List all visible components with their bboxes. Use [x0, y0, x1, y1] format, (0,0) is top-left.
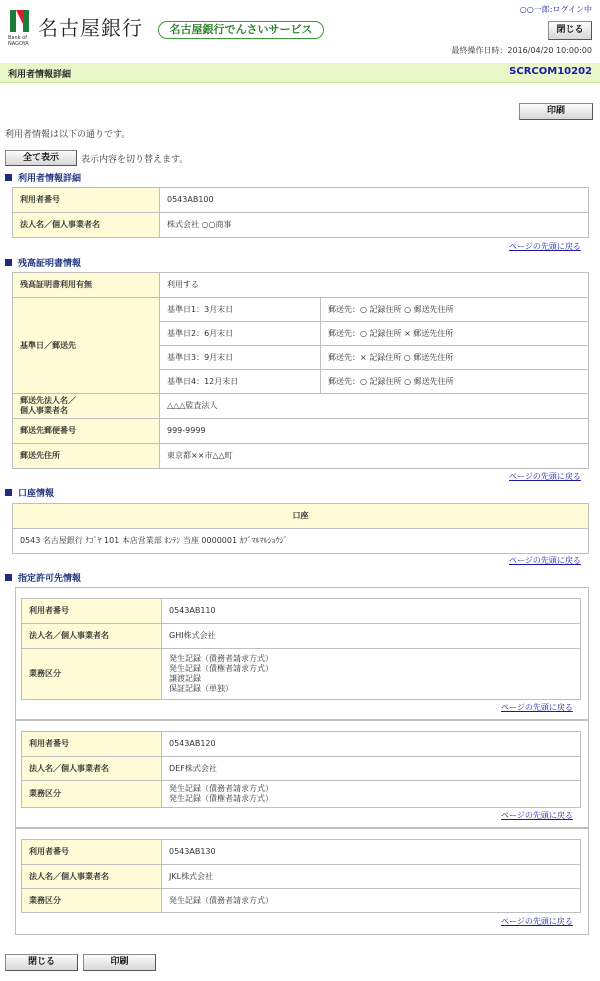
screen-code: SCRCOM10202: [509, 66, 592, 77]
row-value: 株式会社 ○○商事: [160, 213, 589, 238]
back-to-top-link[interactable]: ページの先頭に戻る: [501, 703, 573, 712]
table-row: [22, 757, 581, 781]
row-value: 東京都××市△△町: [160, 444, 589, 469]
back-to-top-link[interactable]: ページの先頭に戻る: [509, 556, 581, 565]
last-operation-time: 最終操作日時：2016/04/20 10:00:00: [451, 46, 592, 55]
page-title: 利用者情報詳細: [8, 70, 72, 80]
row-value: △△△監査法人: [160, 394, 589, 419]
row-label: 法人名／個人事業者名: [13, 213, 160, 238]
table-row: [22, 649, 581, 700]
table-row: [13, 394, 589, 419]
business-item: 発生記録（債権者請求方式）: [169, 664, 273, 673]
section-square-icon: [5, 174, 12, 181]
table-header-row: [13, 504, 589, 529]
account-value: 0543 名古屋銀行 ﾅｺﾞﾔ 101 本店営業部 ﾎﾝﾃﾝ 当座 0000001 ｶﾌﾞﾏﾙﾏﾙｼｮｳｼﾞ: [13, 529, 589, 554]
table-row: [22, 732, 581, 757]
print-button-top[interactable]: 印刷: [519, 103, 593, 120]
business-list: [162, 649, 581, 700]
row-value: 999-9999: [160, 419, 589, 444]
section-square-icon: [5, 259, 12, 266]
permitted-entry-table-1: [21, 598, 581, 700]
page-title-bar: [0, 63, 600, 83]
back-to-top-link[interactable]: ページの先頭に戻る: [501, 811, 573, 820]
business-item: 発生記録（債務者請求方式）: [169, 895, 273, 905]
section-heading-account: 口座情報: [5, 486, 54, 499]
business-list: [162, 889, 581, 913]
business-item: 保証記録（単独）: [169, 684, 233, 693]
business-item: 発生記録（債務者請求方式）: [169, 654, 273, 663]
section-square-icon: [5, 489, 12, 496]
user-detail-table: [12, 187, 589, 238]
row-label: 残高証明書利用有無: [13, 273, 160, 298]
row-label: 法人名／個人事業者名: [22, 757, 162, 781]
table-row: [22, 840, 581, 865]
mail-destination: 郵送先：○ 記録住所 ○ 郵送先住所: [321, 298, 589, 322]
row-label: 利用者番号: [22, 599, 162, 624]
row-label: 利用者番号: [13, 188, 160, 213]
section-heading-user-detail: 利用者情報詳細: [5, 171, 81, 184]
row-label: 郵送先法人名／ 個人事業者名: [13, 394, 160, 419]
row-label: 利用者番号: [22, 840, 162, 865]
table-row: [22, 781, 581, 808]
back-to-top-link[interactable]: ページの先頭に戻る: [509, 242, 581, 251]
table-row: [13, 444, 589, 469]
table-row: [13, 419, 589, 444]
bank-logo-icon: [10, 10, 30, 32]
account-table: [12, 503, 589, 554]
row-value: 0543AB130: [162, 840, 581, 865]
base-date: 基準日2：6月末日: [160, 322, 321, 346]
row-label: 郵送先郵便番号: [13, 419, 160, 444]
back-to-top-link[interactable]: ページの先頭に戻る: [509, 472, 581, 481]
section-heading-balance-cert: 残高証明書情報: [5, 256, 81, 269]
table-row: [13, 298, 589, 322]
row-value: 0543AB120: [162, 732, 581, 757]
row-value: 0543AB100: [160, 188, 589, 213]
row-label: 法人名／個人事業者名: [22, 624, 162, 649]
print-button-bottom[interactable]: 印刷: [83, 954, 156, 971]
table-row: [22, 889, 581, 913]
table-row: [22, 599, 581, 624]
table-row: [22, 865, 581, 889]
bank-name: 名古屋銀行: [38, 16, 143, 40]
balance-cert-table: [12, 272, 589, 469]
logo-subtext: Bank of NAGOYA: [8, 35, 29, 47]
permitted-entry-table-2: [21, 731, 581, 808]
table-row: [13, 529, 589, 554]
section-square-icon: [5, 574, 12, 581]
row-value: DEF株式会社: [162, 757, 581, 781]
base-date: 基準日4：12月末日: [160, 370, 321, 394]
permitted-entry-table-3: [21, 839, 581, 913]
business-item: 発生記録（債権者請求方式）: [169, 794, 273, 803]
mail-destination: 郵送先：○ 記録住所 × 郵送先住所: [321, 322, 589, 346]
row-value: 利用する: [160, 273, 589, 298]
service-name-badge: 名古屋銀行でんさいサービス: [158, 21, 324, 39]
table-row: [22, 624, 581, 649]
business-item: 譲渡記録: [169, 674, 201, 683]
back-to-top-link[interactable]: ページの先頭に戻る: [501, 917, 573, 926]
close-button-bottom[interactable]: 閉じる: [5, 954, 78, 971]
business-list: [162, 781, 581, 808]
base-date: 基準日1：3月末日: [160, 298, 321, 322]
row-label: 業務区分: [22, 889, 162, 913]
row-label: 法人名／個人事業者名: [22, 865, 162, 889]
show-all-note: 表示内容を切り替えます。: [81, 155, 189, 165]
mail-destination: 郵送先：○ 記録住所 ○ 郵送先住所: [321, 370, 589, 394]
row-label: 郵送先住所: [13, 444, 160, 469]
row-label: 業務区分: [22, 649, 162, 700]
row-label: 業務区分: [22, 781, 162, 808]
show-all-button[interactable]: 全て表示: [5, 150, 77, 166]
table-row: [13, 188, 589, 213]
table-row: [13, 213, 589, 238]
table-row: [13, 273, 589, 298]
business-item: 発生記録（債務者請求方式）: [169, 784, 273, 793]
user-login-status: ○○一郎:ログイン中: [519, 5, 592, 14]
row-value: 0543AB110: [162, 599, 581, 624]
row-label: 基準日／郵送先: [13, 298, 160, 394]
section-heading-permitted: 指定許可先情報: [5, 571, 81, 584]
intro-text: 利用者情報は以下の通りです。: [5, 130, 131, 140]
column-header: 口座: [13, 504, 589, 529]
close-button-top[interactable]: 閉じる: [548, 21, 592, 40]
mail-destination: 郵送先：× 記録住所 ○ 郵送先住所: [321, 346, 589, 370]
row-value: GHI株式会社: [162, 624, 581, 649]
row-label: 利用者番号: [22, 732, 162, 757]
row-value: JKL株式会社: [162, 865, 581, 889]
base-date: 基準日3：9月末日: [160, 346, 321, 370]
